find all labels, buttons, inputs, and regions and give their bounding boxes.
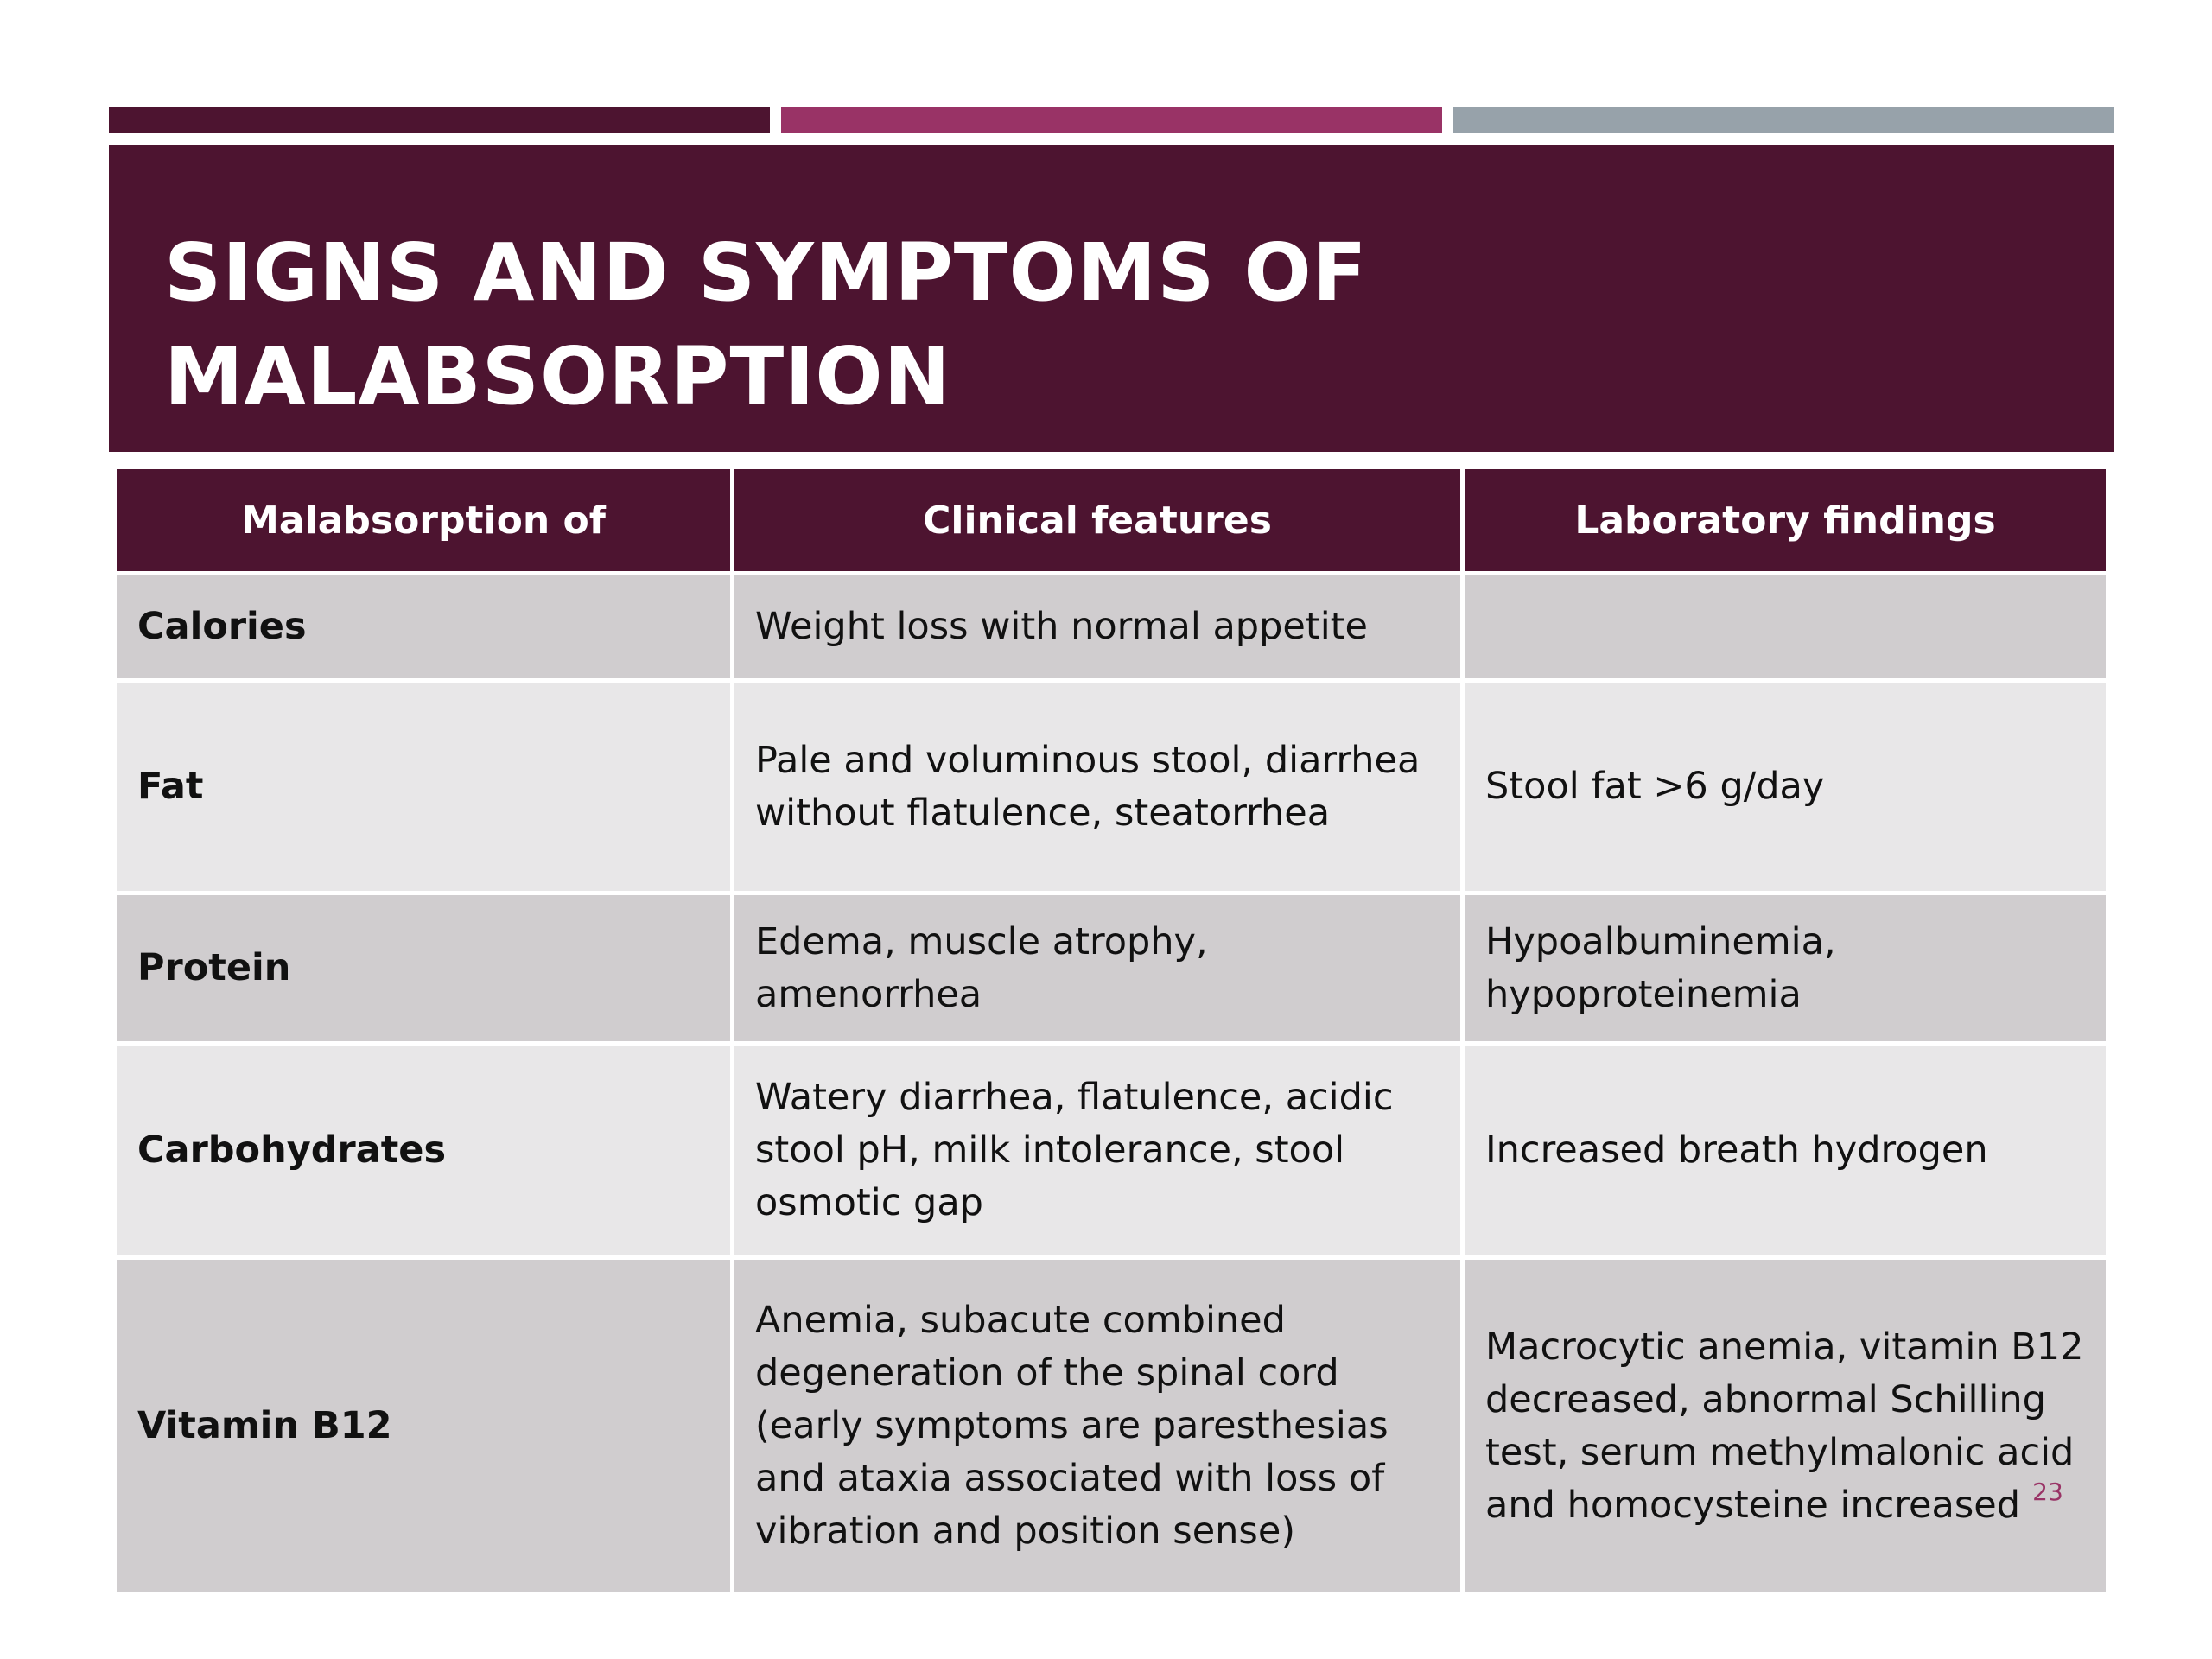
title-banner (109, 145, 2114, 452)
accent-bar-gray (1453, 107, 2114, 133)
page-number: 23 (2032, 1478, 2063, 1506)
header-malabsorption-of: Malabsorption of (115, 467, 733, 574)
clinical-features-cell: Edema, muscle atrophy, amenorrhea (733, 893, 1463, 1044)
clinical-features-cell: Watery diarrhea, flatulence, acidic stool pH, milk intolerance, stool osmotic gap (733, 1044, 1463, 1258)
table-row (115, 893, 2108, 1044)
table-row (115, 1258, 2108, 1595)
accent-bar-dark (109, 107, 770, 133)
clinical-features-cell: Pale and voluminous stool, diarrhea without flatulence, steatorrhea (733, 681, 1463, 893)
row-name-cell: Fat (115, 681, 733, 893)
row-name-cell: Protein (115, 893, 733, 1044)
row-name-cell: Vitamin B12 (115, 1258, 733, 1595)
row-name-cell: Calories (115, 574, 733, 681)
lab-findings-cell: Stool fat >6 g/day (1463, 681, 2108, 893)
row-name-cell: Carbohydrates (115, 1044, 733, 1258)
slide-title: SIGNS AND SYMPTOMS OF MALABSORPTION (164, 226, 1368, 423)
header-laboratory-findings: Laboratory findings (1463, 467, 2108, 574)
table-header-row (115, 467, 2108, 574)
lab-findings-cell: Macrocytic anemia, vitamin B12 decreased, abnormal Schilling test, serum methylmalonic acid and homocysteine increased (1463, 1258, 2108, 1595)
clinical-features-cell: Anemia, subacute combined degeneration of the spinal cord (early symptoms are paresthesias and ataxia associated with loss of vibration and position sense) (733, 1258, 1463, 1595)
lab-findings-cell: Hypoalbuminemia, hypoproteinemia (1463, 893, 2108, 1044)
header-clinical-features: Clinical features (733, 467, 1463, 574)
accent-bar-magenta (781, 107, 1442, 133)
lab-findings-cell: Increased breath hydrogen (1463, 1044, 2108, 1258)
malabsorption-table (112, 465, 2110, 1597)
clinical-features-cell: Weight loss with normal appetite (733, 574, 1463, 681)
table-row (115, 574, 2108, 681)
lab-findings-cell (1463, 574, 2108, 681)
table-row (115, 1044, 2108, 1258)
table-row (115, 681, 2108, 893)
